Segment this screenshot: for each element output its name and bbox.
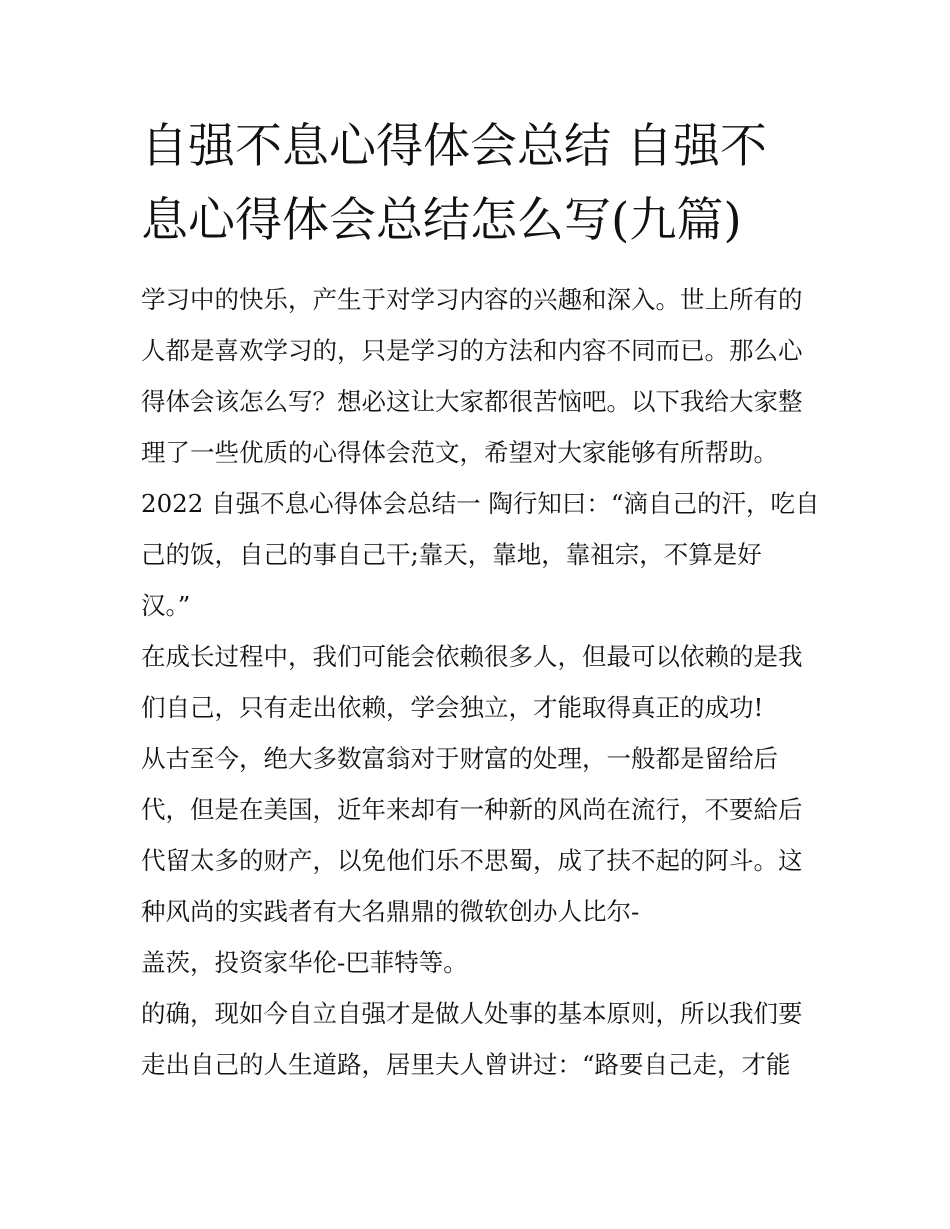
document-content: [141, 110, 820, 1090]
text-line: 己的饭，自己的事自己干;靠天，靠地，靠祖宗，不算是好: [141, 540, 762, 569]
text-line: 在成长过程中，我们可能会依赖很多人，但最可以依赖的是我: [141, 642, 803, 671]
document-title: [141, 110, 816, 258]
paragraph-intro: [141, 274, 816, 478]
text-line: 们自己，只有走出依赖，学会独立，才能取得真正的成功!: [141, 693, 764, 722]
title-line: 息心得体会总结怎么写(九篇): [141, 193, 742, 248]
paragraph-quote: [141, 478, 820, 631]
text-line: 从古至今，绝大多数富翁对于财富的处理，一般都是留给后: [141, 744, 778, 773]
text-line: 的确，现如今自立自强才是做人处事的基本原则，所以我们要: [141, 999, 803, 1028]
text-line: 汉。”: [141, 591, 191, 620]
text-line: 2022 自强不息心得体会总结一 陶行知曰：“滴自己的汗，吃自: [141, 489, 820, 518]
text-line: 走出自己的人生道路，居里夫人曾讲过：“路要自己走，才能: [141, 1050, 791, 1079]
text-line: 代留太多的财产，以免他们乐不思蜀，成了扶不起的阿斗。这: [141, 846, 803, 875]
paragraph-self-reliance: [141, 988, 816, 1090]
text-line: 学习中的快乐，产生于对学习内容的兴趣和深入。世上所有的: [141, 285, 803, 314]
text-line: 理了一些优质的心得体会范文，希望对大家能够有所帮助。: [141, 438, 778, 467]
text-line: 人都是喜欢学习的，只是学习的方法和内容不同而已。那么心: [141, 336, 803, 365]
text-line: 得体会该怎么写？想必这让大家都很苦恼吧。以下我给大家整: [141, 387, 803, 416]
text-line: 盖茨，投资家华伦-巴菲特等。: [141, 948, 468, 977]
paragraph-growth: [141, 631, 816, 733]
title-line: 自强不息心得体会总结 自强不: [141, 119, 767, 174]
paragraph-wealth: [141, 733, 816, 988]
text-line: 代，但是在美国，近年来却有一种新的风尚在流行，不要給后: [141, 795, 803, 824]
text-line: 种风尚的实践者有大名鼎鼎的微软创办人比尔-: [141, 897, 640, 926]
